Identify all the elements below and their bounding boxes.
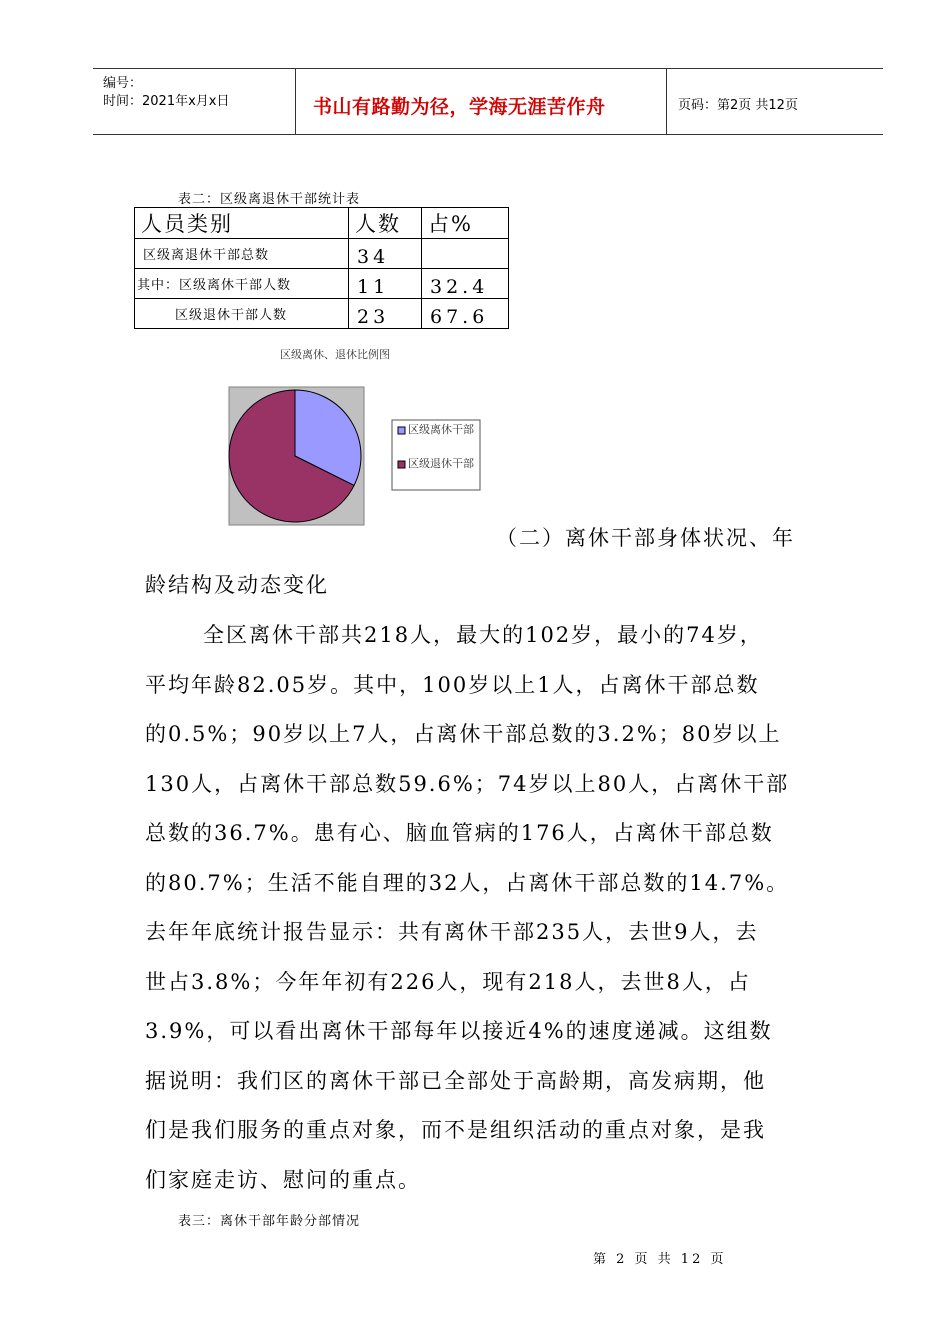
header-motto: 书山有路勤为径，学海无涯苦作舟 — [313, 96, 606, 118]
paragraph-line: 的80.7%；生活不能自理的32人，占离休干部总数的14.7%。 — [145, 870, 790, 895]
category-cell: 区级离退休干部总数 — [135, 239, 349, 269]
count-cell: 34 — [349, 239, 422, 269]
legend-swatch — [398, 427, 405, 434]
legend-label: 区级离休干部 — [408, 423, 474, 436]
table-header-row — [135, 208, 509, 239]
section-heading-line2: 龄结构及动态变化 — [145, 573, 329, 597]
paragraph-line: 据说明：我们区的离休干部已全部处于高龄期，高发病期，他 — [145, 1068, 766, 1093]
header-divider — [666, 68, 667, 134]
table-row — [135, 239, 509, 269]
category-cell: 其中：区级离休干部人数 — [135, 269, 349, 299]
legend-label: 区级退休干部 — [408, 457, 474, 470]
section-heading-line1: （二）离休干部身体状况、年 — [496, 526, 795, 550]
paragraph-line: 平均年龄82.05岁。其中，100岁以上1人，占离休干部总数 — [145, 672, 760, 697]
retiree-statistics-table — [134, 207, 509, 329]
paragraph-line: 去年年底统计报告显示：共有离休干部235人，去世9人，去 — [145, 920, 759, 944]
table3-caption: 表三：离休干部年龄分部情况 — [178, 1214, 361, 1229]
chart-title: 区级离休、退休比例图 — [280, 348, 390, 361]
page-indicator: 页码：第2页 共12页 — [678, 98, 798, 113]
page-footer: 第 2 页 共 12 页 — [593, 1252, 727, 1267]
header-divider — [295, 68, 296, 134]
legend-swatch — [398, 461, 405, 468]
paragraph-line: 世占3.8%；今年年初有226人，现有218人，去世8人，占 — [145, 969, 751, 994]
column-header: 人员类别 — [135, 208, 349, 239]
paragraph-line: 全区离休干部共218人，最大的102岁，最小的74岁， — [203, 623, 763, 647]
pct-cell — [422, 239, 509, 269]
paragraph-line: 们是我们服务的重点对象，而不是组织活动的重点对象，是我 — [145, 1118, 766, 1142]
table2-caption: 表二：区级离退休干部统计表 — [178, 192, 361, 207]
column-header: 占% — [422, 208, 509, 239]
paragraph-line: 们家庭走访、慰问的重点。 — [145, 1167, 421, 1192]
pct-cell: 32.4 — [422, 269, 509, 299]
header-top-rule — [93, 68, 883, 69]
pie-chart — [227, 385, 492, 527]
doc-time-label: 时间：2021年x月x日 — [103, 94, 230, 109]
table-row — [135, 299, 509, 329]
paragraph-line: 总数的36.7%。患有心、脑血管病的176人，占离休干部总数 — [145, 821, 774, 845]
table-row — [135, 269, 509, 299]
paragraph-line: 3.9%，可以看出离休干部每年以接近4%的速度递减。这组数 — [145, 1019, 773, 1043]
category-cell: 区级退休干部人数 — [135, 299, 349, 329]
paragraph-line: 的0.5%；90岁以上7人，占离休干部总数的3.2%；80岁以上 — [145, 722, 782, 746]
pct-cell: 67.6 — [422, 299, 509, 329]
doc-code-label: 编号： — [103, 76, 143, 91]
column-header: 人数 — [349, 208, 422, 239]
count-cell: 11 — [349, 269, 422, 299]
header-bottom-rule — [93, 134, 883, 135]
paragraph-line: 130人，占离休干部总数59.6%；74岁以上80人，占离休干部 — [145, 771, 790, 796]
count-cell: 23 — [349, 299, 422, 329]
